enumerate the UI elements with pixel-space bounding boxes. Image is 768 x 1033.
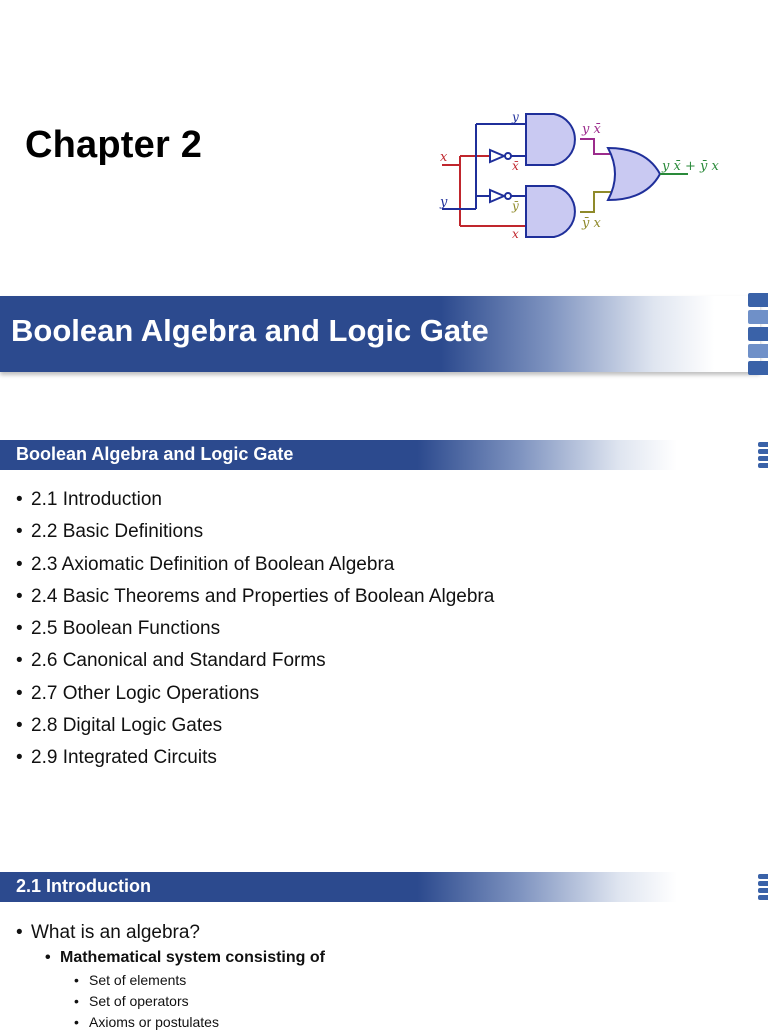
list-item: • 2.7 Other Logic Operations [16,680,494,712]
edge-tab [758,888,768,893]
edge-tab [758,895,768,900]
list-item: • 2.1 Introduction [16,486,494,518]
contents-banner-text: Boolean Algebra and Logic Gate [16,444,294,464]
chapter-title: Chapter 2 [25,124,203,166]
introduction-list [16,920,325,1033]
subpoint-text: Mathematical system consisting of [60,949,325,966]
list-item: • 2.9 Integrated Circuits [16,744,494,776]
label-gate1-y: y [512,110,519,124]
introduction-banner-text: 2.1 Introduction [16,876,151,896]
label-gate2-x: x [512,227,519,241]
list-item: • 2.5 Boolean Functions [16,615,494,647]
question-text: What is an algebra? [31,922,200,943]
list-item: • 2.2 Basic Definitions [16,518,494,550]
label-or-out: y x̄ + ȳ x [662,159,719,174]
edge-tab [758,874,768,879]
label-gate1-out: y x̄ [582,122,601,137]
list-item [16,920,325,1033]
label-y: y [440,195,448,210]
edge-tabs [758,874,768,902]
main-title-text: Boolean Algebra and Logic Gate [11,313,489,348]
label-x: x [440,150,448,165]
label-gate1-xbar: x̄ [512,159,519,173]
edge-tab [758,881,768,886]
list-item: • Set of operators [74,991,325,1012]
list-item: • 2.6 Canonical and Standard Forms [16,647,494,679]
list-item [45,946,325,1033]
label-gate2-out: ȳ x [582,216,601,231]
introduction-banner [0,872,720,902]
list-item: • 2.3 Axiomatic Definition of Boolean Algebra [16,551,494,583]
list-item: • 2.4 Basic Theorems and Properties of Boolean Algebra [16,583,494,615]
list-item: • 2.8 Digital Logic Gates [16,712,494,744]
list-item: • Set of elements [74,970,325,991]
label-gate2-ybar: ȳ [512,199,519,213]
list-item: • Axioms or postulates [74,1012,325,1033]
